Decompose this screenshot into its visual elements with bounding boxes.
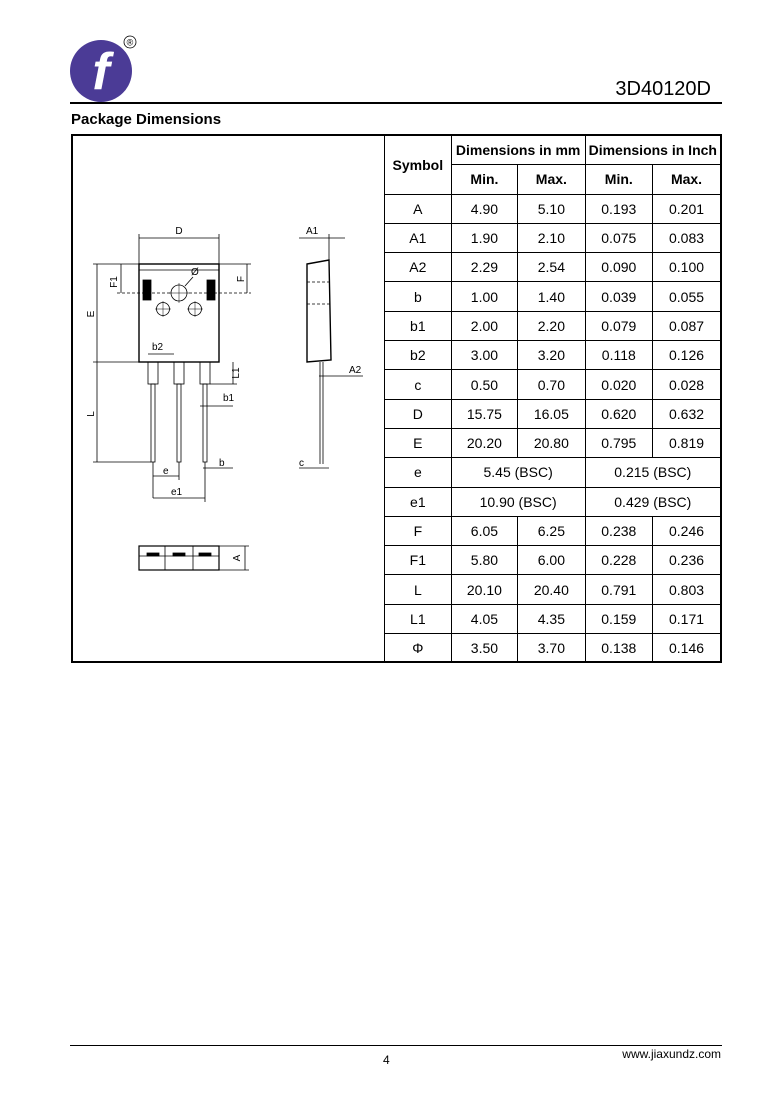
dimensions-table (384, 136, 720, 662)
inch-min-cell: 0.039 (585, 282, 652, 311)
registered-mark: ® (126, 37, 134, 48)
inch-max-cell: 0.028 (653, 370, 720, 399)
package-dimensions-box (71, 134, 722, 663)
inch-min-cell: 0.118 (585, 341, 652, 370)
symbol-cell: F (385, 516, 452, 545)
inch-max-cell: 0.146 (653, 634, 720, 663)
inch-min-cell: 0.138 (585, 634, 652, 663)
inch-min-cell: 0.620 (585, 399, 652, 428)
symbol-cell: L1 (385, 604, 452, 633)
table-row (385, 575, 721, 604)
symbol-cell: b (385, 282, 452, 311)
inch-max-cell: 0.055 (653, 282, 720, 311)
mm-min-cell: 15.75 (451, 399, 517, 428)
website-url: www.jiaxundz.com (622, 1047, 721, 1061)
mm-min-cell: 20.20 (451, 428, 517, 457)
inch-max-cell: 0.246 (653, 516, 720, 545)
inch-max-header: Max. (653, 165, 720, 194)
mm-min-header: Min. (451, 165, 517, 194)
label-A2: A2 (349, 365, 362, 376)
inch-min-cell: 0.075 (585, 223, 652, 252)
table-row (385, 253, 721, 282)
package-drawing (73, 136, 385, 661)
symbol-cell: A2 (385, 253, 452, 282)
mm-min-cell: 2.29 (451, 253, 517, 282)
table-row (385, 370, 721, 399)
header-rule (70, 102, 722, 104)
inch-max-cell: 0.100 (653, 253, 720, 282)
inch-min-cell: 0.238 (585, 516, 652, 545)
mm-max-cell: 4.35 (518, 604, 585, 633)
mm-min-cell: 4.05 (451, 604, 517, 633)
symbol-cell: e1 (385, 487, 452, 516)
mm-min-cell: 4.90 (451, 194, 517, 223)
mm-min-cell: 2.00 (451, 311, 517, 340)
symbol-cell: e (385, 458, 452, 487)
label-L1: L1 (231, 367, 242, 379)
inch-min-header: Min. (585, 165, 652, 194)
symbol-cell: E (385, 428, 452, 457)
symbol-cell: c (385, 370, 452, 399)
mm-max-cell: 2.10 (518, 223, 585, 252)
mm-max-cell: 3.70 (518, 634, 585, 663)
symbol-cell: b2 (385, 341, 452, 370)
table-row (385, 546, 721, 575)
symbol-cell: b1 (385, 311, 452, 340)
mm-max-cell: 20.80 (518, 428, 585, 457)
table-row (385, 604, 721, 633)
inch-min-cell: 0.090 (585, 253, 652, 282)
inch-min-cell: 0.159 (585, 604, 652, 633)
mm-min-cell: 6.05 (451, 516, 517, 545)
footer-rule (70, 1045, 722, 1046)
mm-max-cell: 5.10 (518, 194, 585, 223)
table-row (385, 516, 721, 545)
front-view (93, 234, 251, 502)
label-e: e (163, 466, 169, 477)
label-D: D (175, 226, 183, 237)
table-row (385, 458, 721, 487)
mm-max-cell: 2.20 (518, 311, 585, 340)
symbol-cell: D (385, 399, 452, 428)
label-b1: b1 (223, 393, 235, 404)
mm-min-cell: 5.80 (451, 546, 517, 575)
mm-max-cell: 1.40 (518, 282, 585, 311)
section-title: Package Dimensions (71, 111, 222, 128)
symbol-cell: F1 (385, 546, 452, 575)
mm-min-cell: 1.00 (451, 282, 517, 311)
mm-max-header: Max. (518, 165, 585, 194)
mm-min-cell: 3.00 (451, 341, 517, 370)
table-row (385, 399, 721, 428)
table-row (385, 487, 721, 516)
mm-bsc-cell: 5.45 (BSC) (451, 458, 585, 487)
table-row (385, 223, 721, 252)
table-row (385, 282, 721, 311)
label-F: F (236, 275, 247, 283)
inch-max-cell: 0.087 (653, 311, 720, 340)
mm-min-cell: 3.50 (451, 634, 517, 663)
symbol-cell: A1 (385, 223, 452, 252)
table-header-row (385, 136, 721, 165)
side-view (299, 234, 363, 468)
label-F1: F1 (109, 276, 120, 288)
company-logo (68, 33, 138, 103)
inch-min-cell: 0.795 (585, 428, 652, 457)
inch-min-cell: 0.079 (585, 311, 652, 340)
label-b2: b2 (152, 342, 164, 353)
symbol-cell: A (385, 194, 452, 223)
inch-max-cell: 0.171 (653, 604, 720, 633)
inch-bsc-cell: 0.215 (BSC) (585, 458, 720, 487)
mm-max-cell: 3.20 (518, 341, 585, 370)
table-row (385, 311, 721, 340)
inch-bsc-cell: 0.429 (BSC) (585, 487, 720, 516)
symbol-cell: L (385, 575, 452, 604)
inch-max-cell: 0.201 (653, 194, 720, 223)
label-A1: A1 (306, 226, 319, 237)
inch-max-cell: 0.632 (653, 399, 720, 428)
inch-header: Dimensions in Inch (585, 136, 720, 165)
mm-max-cell: 6.00 (518, 546, 585, 575)
mm-max-cell: 6.25 (518, 516, 585, 545)
mm-min-cell: 0.50 (451, 370, 517, 399)
mm-min-cell: 1.90 (451, 223, 517, 252)
inch-max-cell: 0.083 (653, 223, 720, 252)
label-E: E (86, 310, 97, 318)
label-phi: Ø (191, 267, 199, 278)
label-b: b (219, 458, 225, 469)
label-L: L (86, 411, 97, 417)
label-e1: e1 (171, 487, 183, 498)
symbol-header: Symbol (385, 136, 452, 194)
inch-max-cell: 0.236 (653, 546, 720, 575)
mm-min-cell: 20.10 (451, 575, 517, 604)
part-number: 3D40120D (615, 78, 711, 100)
table-row (385, 634, 721, 663)
mm-bsc-cell: 10.90 (BSC) (451, 487, 585, 516)
inch-min-cell: 0.020 (585, 370, 652, 399)
label-c: c (299, 458, 304, 469)
mm-max-cell: 0.70 (518, 370, 585, 399)
mm-max-cell: 2.54 (518, 253, 585, 282)
inch-min-cell: 0.791 (585, 575, 652, 604)
table-row (385, 194, 721, 223)
inch-max-cell: 0.803 (653, 575, 720, 604)
mm-max-cell: 16.05 (518, 399, 585, 428)
inch-min-cell: 0.193 (585, 194, 652, 223)
table-row (385, 341, 721, 370)
table-row (385, 428, 721, 457)
inch-max-cell: 0.819 (653, 428, 720, 457)
symbol-cell: Φ (385, 634, 452, 663)
inch-min-cell: 0.228 (585, 546, 652, 575)
logo-letter: f (92, 43, 110, 101)
label-A: A (232, 554, 243, 562)
page-number: 4 (383, 1053, 390, 1067)
inch-max-cell: 0.126 (653, 341, 720, 370)
mm-max-cell: 20.40 (518, 575, 585, 604)
mm-header: Dimensions in mm (451, 136, 585, 165)
